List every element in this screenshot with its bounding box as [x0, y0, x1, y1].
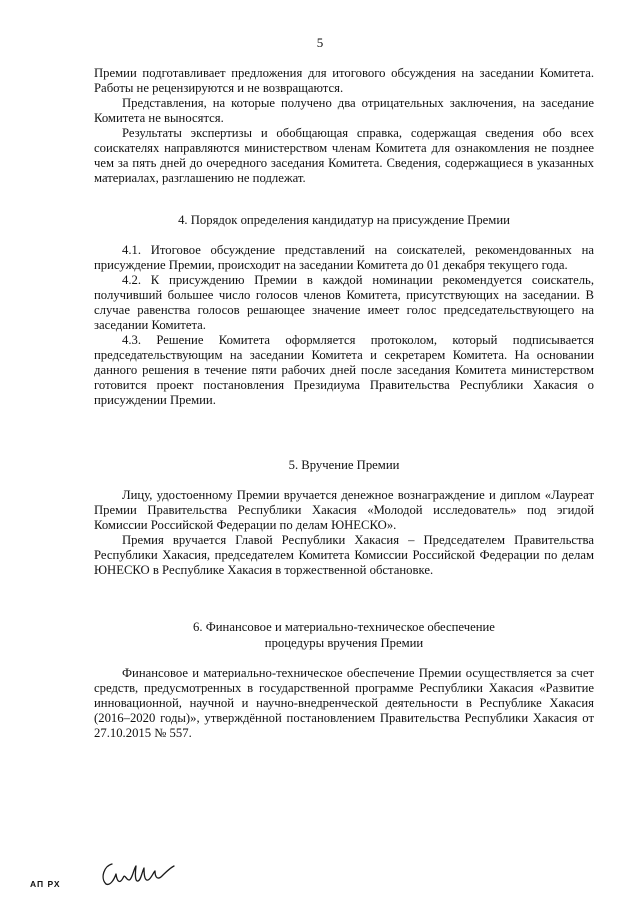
- paragraph: Результаты экспертизы и обобщающая справка, содержащая сведения обо всех соискателях направляются министерством членам Комитета для ознакомления не позднее чем за пять дней до очередного заседания Комитета. Сведения, содержащиеся в указанных материалах, разглашению не подлежат.: [94, 126, 594, 185]
- section-5-body: [94, 488, 594, 578]
- paragraph: Премия вручается Главой Республики Хакасия – Председателем Правительства Республики Хакасия, председателем Комитета Комиссии Российской Федерации по делам ЮНЕСКО в Республике Хакасия в торжественной обстановке.: [94, 533, 594, 577]
- page-number: 5: [316, 35, 324, 50]
- paragraph: Представления, на которые получено два отрицательных заключения, на заседание Комитета не выносятся.: [94, 96, 594, 125]
- section-4-heading: 4. Порядок определения кандидатур на присуждение Премии: [178, 213, 510, 227]
- section-5-heading: 5. Вручение Премии: [288, 458, 400, 472]
- section-4-body: [94, 243, 594, 408]
- stamp-label: АП РХ: [30, 879, 61, 889]
- section-6-heading: 6. Финансовое и материально-техническое обеспечение процедуры вручения Премии: [193, 620, 495, 650]
- signature-stroke: [103, 864, 174, 884]
- section3-tail: [94, 66, 594, 186]
- paragraph: 4.2. К присуждению Премии в каждой номинации рекомендуется соискатель, получивший большее число голосов членов Комитета, присутствующих на заседании. В случае равенства голосов решающее значение имеет голос председательствующего на заседании Комитета.: [94, 273, 594, 332]
- paragraph: Премии подготавливает предложения для итогового обсуждения на заседании Комитета. Работы не рецензируются и не возвращаются.: [94, 66, 594, 95]
- paragraph: 4.3. Решение Комитета оформляется протоколом, который подписывается председательствующим на заседании Комитета и секретарем Комитета. На основании данного решения в течение пяти рабочих дней после заседания Комитета министерством готовится проект постановления Президиума Правительства Республики Хакасия о присуждении Премии.: [94, 333, 594, 407]
- section-6-body: [94, 666, 594, 741]
- paragraph: Финансовое и материально-техническое обеспечение Премии осуществляется за счет средств, предусмотренных в государственной программе Республики Хакасия «Развитие инновационной, научной и научно-внедренческой деятельности в Республике Хакасия (2016–2020 годы)», утверждённой постановлением Правительства Республики Хакасия от 27.10.2015 № 557.: [94, 666, 594, 740]
- paragraph: Лицу, удостоенному Премии вручается денежное вознаграждение и диплом «Лауреат Премии Правительства Республики Хакасия «Молодой исследователь» под эгидой Комиссии Российской Федерации по делам ЮНЕСКО».: [94, 488, 594, 532]
- signature: [98, 858, 178, 888]
- paragraph: 4.1. Итоговое обсуждение представлений на соискателей, рекомендованных на присуждение Премии, происходит на заседании Комитета до 01 декабря текущего года.: [94, 243, 594, 272]
